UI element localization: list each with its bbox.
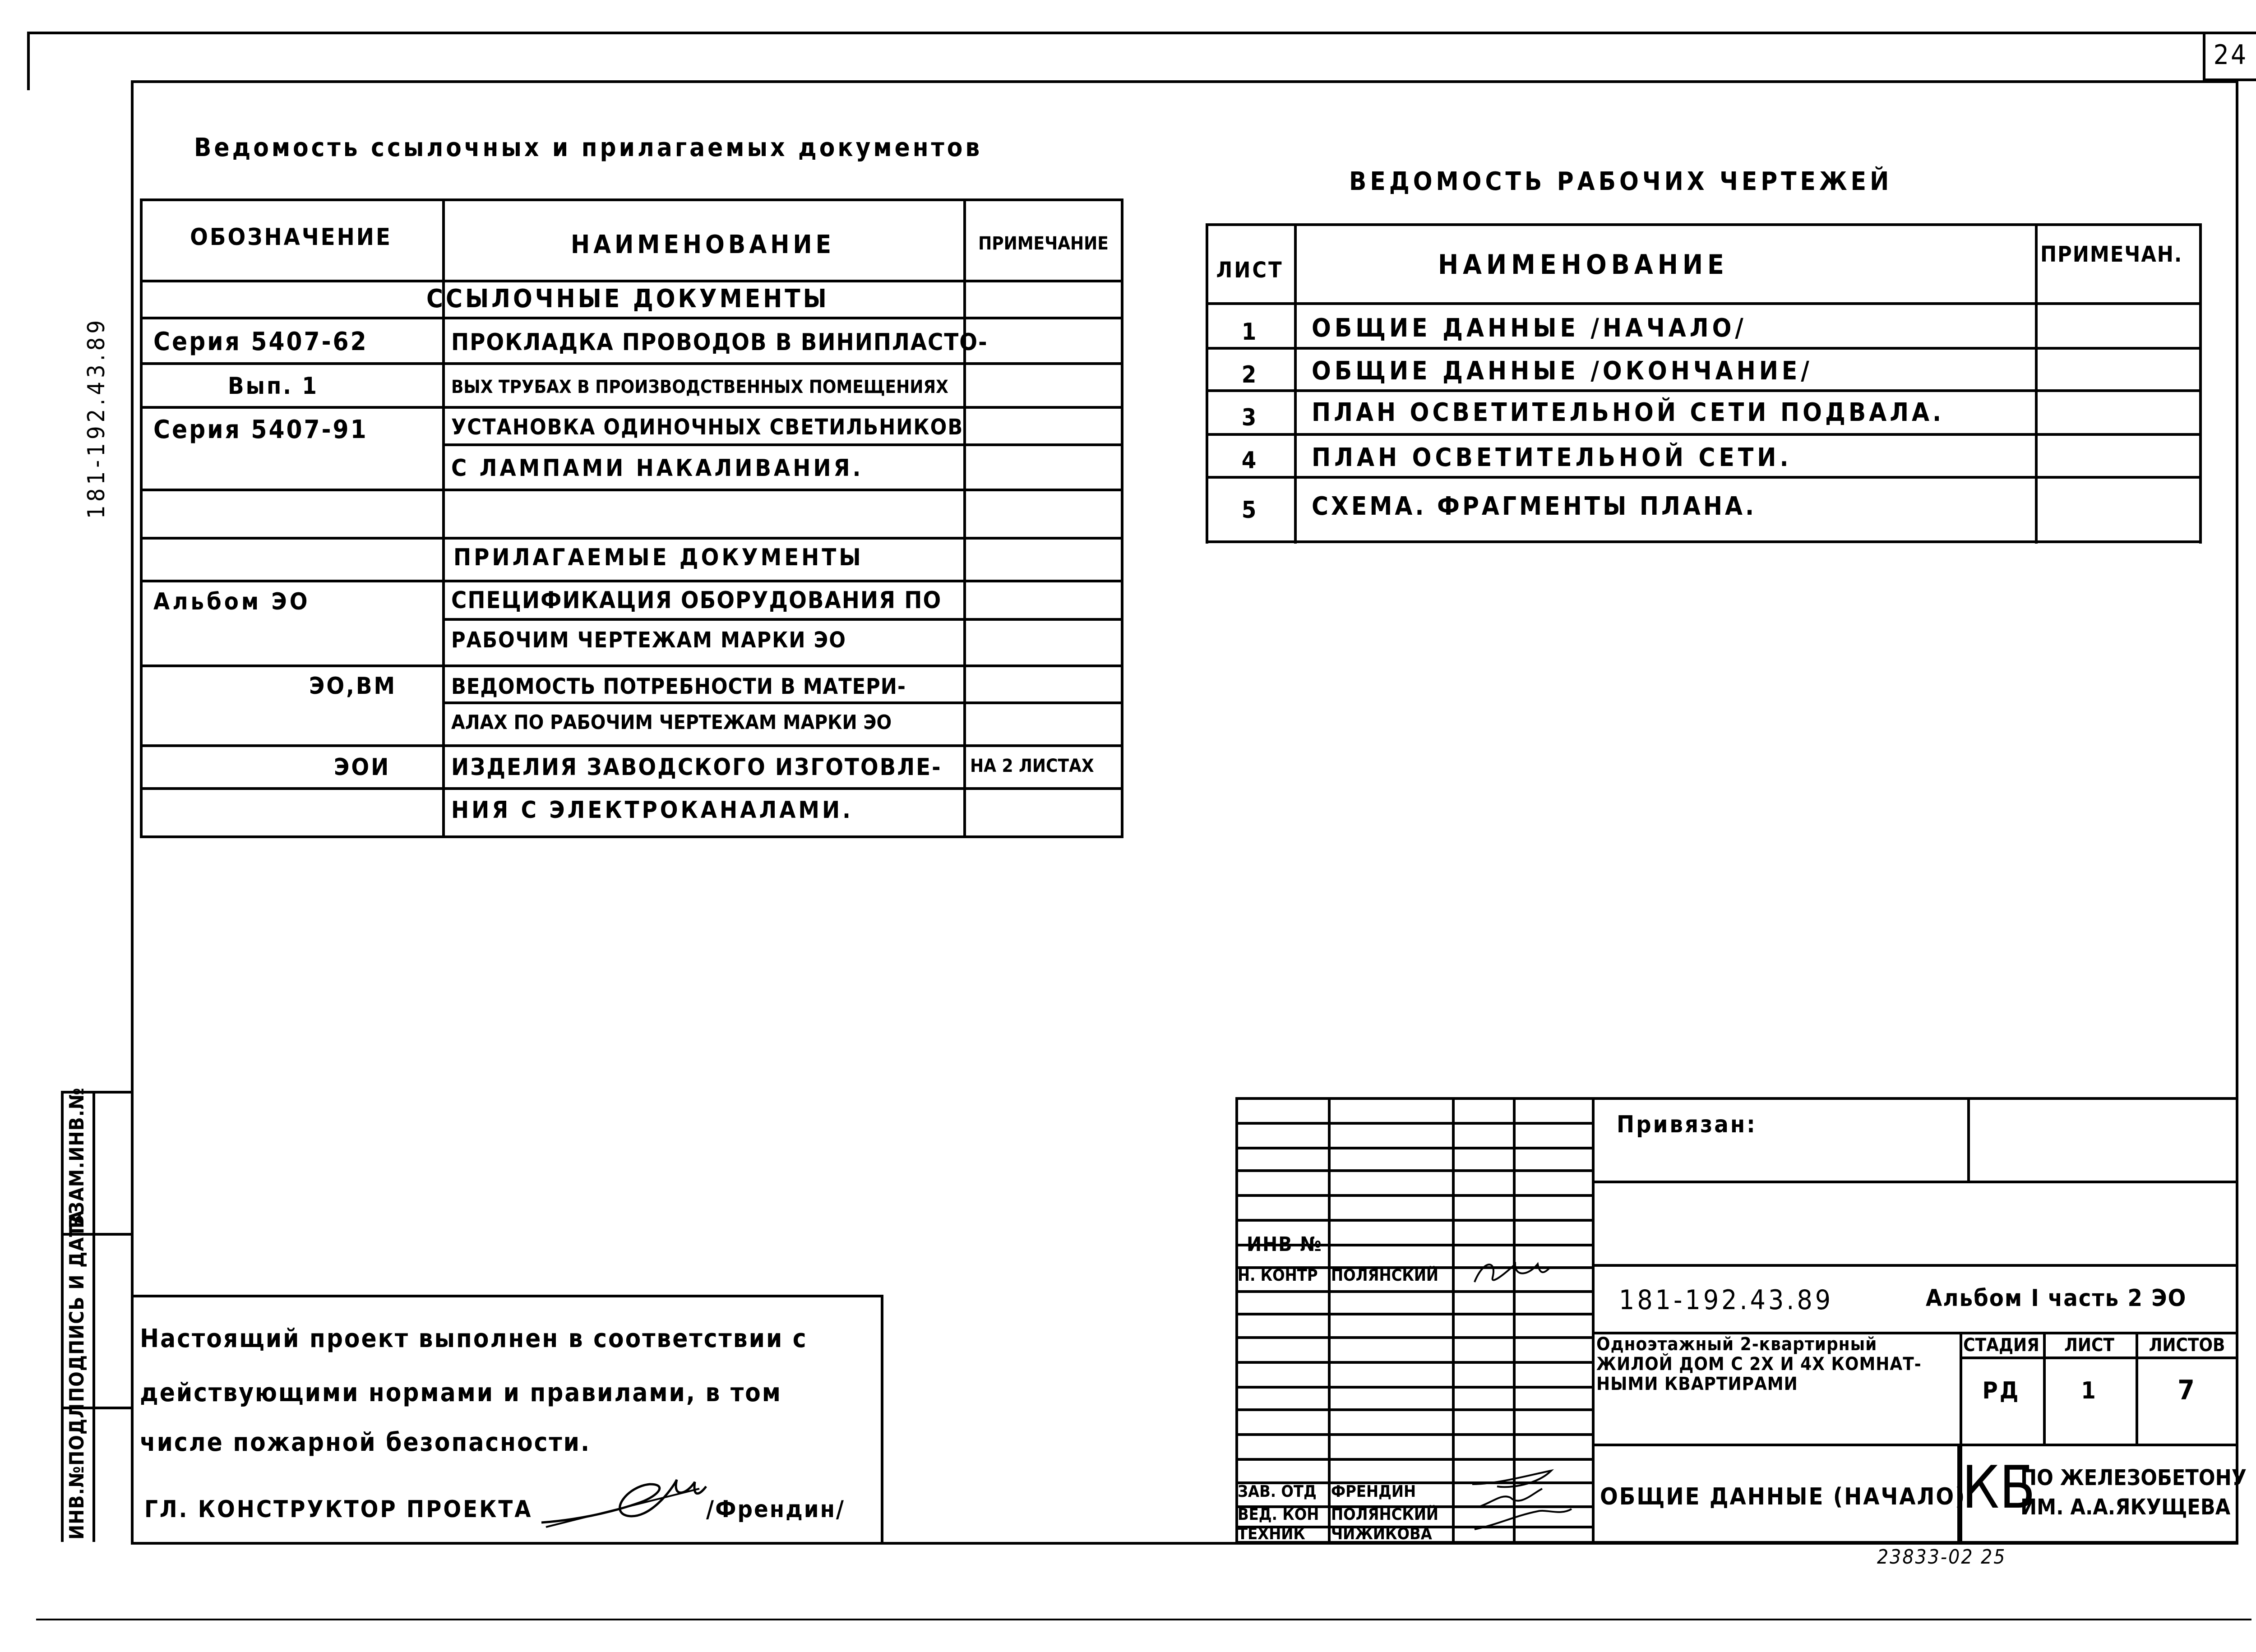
- statement-line-3: числе пожарной безопасности.: [140, 1428, 591, 1457]
- tb-sheet-title: ОБЩИЕ ДАННЫЕ (НАЧАЛО): [1600, 1483, 1966, 1510]
- work-row-name: ОБЩИЕ ДАННЫЕ /НАЧАЛО/: [1312, 314, 1747, 343]
- table-row-name: С ЛАМПАМИ НАКАЛИВАНИЯ.: [451, 455, 864, 482]
- ref-header-naimenovanie: НАИМЕНОВАНИЕ: [570, 230, 835, 259]
- table-row-code: Серия 5407-62: [153, 327, 368, 356]
- ref-header-oboznachenie: ОБОЗНАЧЕНИЕ: [190, 224, 392, 251]
- tb-privyazan: Привязан:: [1617, 1111, 1757, 1138]
- statement-line-2: действующими нормами и правилами, в том: [140, 1378, 782, 1407]
- work-table-title: ВЕДОМОСТЬ РАБОЧИХ ЧЕРТЕЖЕЙ: [1349, 167, 1893, 196]
- table-row-code: Вып. 1: [228, 373, 319, 400]
- work-row-sheet: 1: [1241, 318, 1258, 346]
- work-header-list: ЛИСТ: [1216, 258, 1284, 283]
- tb-stage-header: СТАДИЯ: [1963, 1335, 2039, 1356]
- work-row-sheet: 4: [1241, 447, 1258, 474]
- left-strip: [61, 1087, 128, 1542]
- tb-sheet-value: 1: [2081, 1377, 2098, 1404]
- tb-role: ЗАВ. ОТД: [1238, 1482, 1317, 1501]
- ref-section-attached: ПРИЛАГАЕМЫЕ ДОКУМЕНТЫ: [453, 544, 864, 571]
- tb-role-name: ФРЕНДИН: [1331, 1482, 1416, 1501]
- work-row-sheet: 5: [1241, 497, 1258, 524]
- table-row-code: ЭО,ВМ: [309, 673, 397, 700]
- signature-scribble: [1470, 1251, 1551, 1291]
- frame-top: [131, 80, 2238, 83]
- tb-album: Альбом I часть 2 ЭО: [1926, 1285, 2187, 1312]
- tb-code: 181-192.43.89: [1619, 1284, 1834, 1316]
- work-header-primechan: ПРИМЕЧАН.: [2040, 242, 2183, 267]
- sheet-bottom-line: [36, 1619, 2251, 1620]
- statement-line-1: Настоящий проект выполнен в соответствии с: [140, 1324, 808, 1353]
- tb-sheet-header: ЛИСТ: [2064, 1335, 2114, 1356]
- table-row-name: СПЕЦИФИКАЦИЯ ОБОРУДОВАНИЯ ПО: [451, 587, 942, 614]
- chief-signature-scribble: [537, 1471, 708, 1534]
- tb-role-name: ЧИЖИКОВА: [1331, 1525, 1432, 1543]
- tb-org-kb: КБ: [1962, 1453, 2036, 1522]
- table-row-name: РАБОЧИМ ЧЕРТЕЖАМ МАРКИ ЭО: [451, 628, 846, 653]
- tb-stage-value: РД: [1982, 1377, 2020, 1404]
- ref-table-title: Ведомость ссылочных и прилагаемых документов: [194, 133, 983, 162]
- work-row-name: ПЛАН ОСВЕТИТЕЛЬНОЙ СЕТИ ПОДВАЛА.: [1312, 398, 1945, 427]
- page-number: 24: [2213, 39, 2248, 71]
- signature-scribble: [1470, 1466, 1574, 1543]
- ref-section-referenced: ССЫЛОЧНЫЕ ДОКУМЕНТЫ: [426, 284, 829, 314]
- signature-label: ГЛ. КОНСТРУКТОР ПРОЕКТА: [144, 1496, 533, 1523]
- work-row-sheet: 2: [1241, 361, 1258, 388]
- tb-sheets-value: 7: [2177, 1375, 2196, 1406]
- top-edge-line: [27, 32, 2256, 34]
- table-row-code: Серия 5407-91: [153, 415, 368, 444]
- tb-org-line-2: ИМ. А.А.ЯКУЩЕВА: [2020, 1495, 2231, 1520]
- strip-label-inv-podl: ИНВ.№ПОДЛ: [65, 1403, 88, 1540]
- tb-org-line-1: ПО ЖЕЛЕЗОБЕТОНУ: [2020, 1465, 2247, 1490]
- tb-role: ВЕД. КОН: [1238, 1505, 1319, 1524]
- left-edge-tick: [27, 32, 30, 90]
- table-row-name: ВЕДОМОСТЬ ПОТРЕБНОСТИ В МАТЕРИ-: [451, 674, 906, 699]
- tb-role: Н. КОНТР: [1238, 1266, 1318, 1285]
- footer-stamp: 23833-02 25: [1877, 1546, 2006, 1569]
- ref-header-primechanie: ПРИМЕЧАНИЕ: [978, 233, 1109, 254]
- work-row-name: ОБЩИЕ ДАННЫЕ /ОКОНЧАНИЕ/: [1312, 356, 1813, 386]
- work-table: [1206, 223, 2203, 544]
- tb-description-line-1: Одноэтажный 2-квартирный: [1596, 1334, 1877, 1355]
- work-row-name: ПЛАН ОСВЕТИТЕЛЬНОЙ СЕТИ.: [1312, 443, 1792, 472]
- table-row-code: ЭОИ: [334, 754, 391, 781]
- strip-label-vzam-inv: ВЗАМ.ИНВ.№: [65, 1087, 88, 1228]
- table-row-note: НА 2 ЛИСТАХ: [970, 756, 1094, 776]
- strip-label-signature-date: ПОДПИСЬ И ДАТА: [65, 1210, 88, 1402]
- table-row-name: НИЯ С ЭЛЕКТРОКАНАЛАМИ.: [451, 797, 853, 824]
- table-row-name: УСТАНОВКА ОДИНОЧНЫХ СВЕТИЛЬНИКОВ: [451, 415, 964, 440]
- tb-role: ТЕХНИК: [1238, 1525, 1305, 1543]
- work-row-sheet: 3: [1241, 404, 1258, 431]
- signature-name: /Френдин/: [706, 1496, 845, 1523]
- table-row-name: ПРОКЛАДКА ПРОВОДОВ В ВИНИПЛАСТО-: [451, 329, 988, 356]
- tb-role-name: ПОЛЯНСКИЙ: [1331, 1505, 1439, 1524]
- table-row-name: АЛАХ ПО РАБОЧИМ ЧЕРТЕЖАМ МАРКИ ЭО: [451, 711, 892, 734]
- side-code: 181-192.43.89: [83, 316, 110, 519]
- tb-description-line-2: ЖИЛОЙ ДОМ С 2Х И 4Х КОМНАТ-: [1596, 1354, 1922, 1375]
- work-row-name: СХЕМА. ФРАГМЕНТЫ ПЛАНА.: [1312, 492, 1757, 521]
- table-row-name: ВЫХ ТРУБАХ В ПРОИЗВОДСТВЕННЫХ ПОМЕЩЕНИЯХ: [451, 377, 948, 397]
- tb-description-line-3: НЫМИ КВАРТИРАМИ: [1596, 1374, 1798, 1394]
- tb-role-name: ПОЛЯНСКИЙ: [1331, 1266, 1439, 1285]
- table-row-name: ИЗДЕЛИЯ ЗАВОДСКОГО ИЗГОТОВЛЕ-: [451, 754, 942, 781]
- tb-inv-label: ИНВ №: [1247, 1233, 1322, 1256]
- work-header-naimenovanie: НАИМЕНОВАНИЕ: [1438, 249, 1729, 281]
- tb-sheets-header: ЛИСТОВ: [2149, 1335, 2225, 1356]
- ref-table: [140, 198, 1123, 838]
- title-block: [1235, 1097, 2247, 1544]
- table-row-code: Альбом ЭО: [153, 588, 310, 615]
